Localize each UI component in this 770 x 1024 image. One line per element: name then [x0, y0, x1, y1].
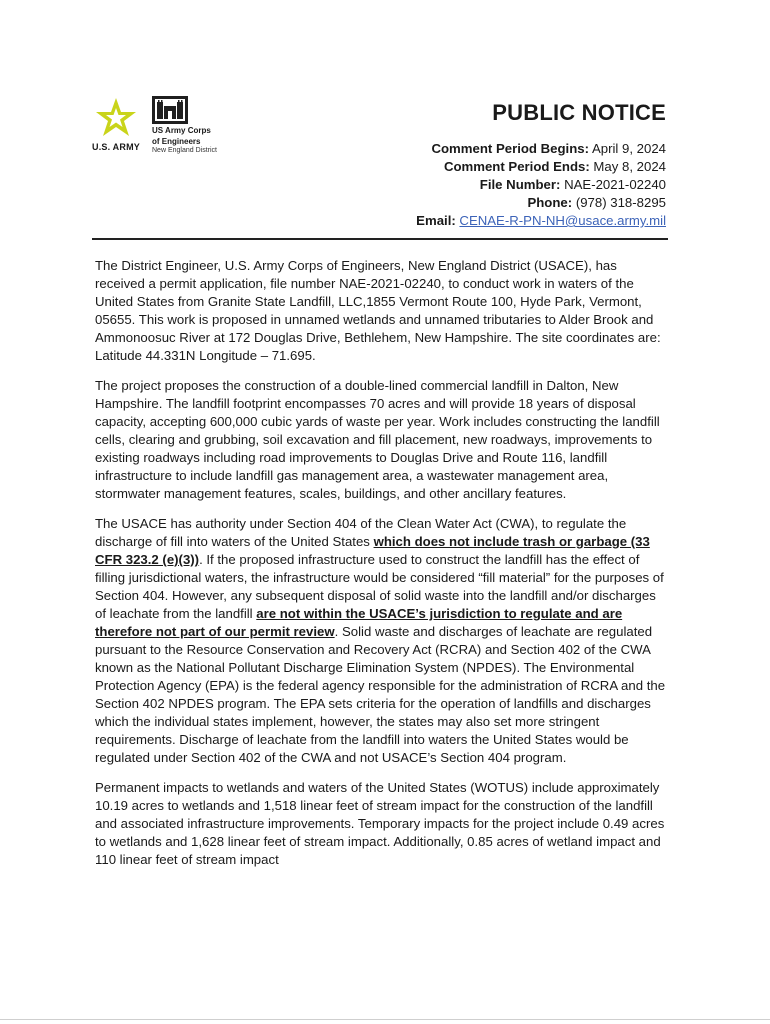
notice-body: [95, 257, 670, 881]
notice-header: [416, 100, 666, 230]
authority-emphasis-2: are not within the USACE’s jurisdiction to regulate and are therefore not part of our permit review: [95, 606, 623, 639]
army-label: U.S. ARMY: [92, 142, 140, 152]
paragraph-project: The project proposes the construction of a double-lined commercial landfill in Dalton, New Hampshire. The landfill footprint encompasses 70 acres and will provide 18 years of disposal capacity, accepting 600,000 cubic yards of waste per year. Work includes constructing the landfill cells, clearing and grubbing, soil excavation and fill placement, new roadways, improvements to existing roadways including road improvements to Douglas Drive and Route 116, landfill infrastructure to include landfill gas management area, a wastewater management area, stormwater management features, scales, buildings, and other ancillary features.: [95, 378, 660, 501]
phone-line: [416, 194, 666, 212]
paragraph-authority: [95, 515, 670, 767]
army-star-icon: [94, 96, 138, 140]
email-link[interactable]: CENAE-R-PN-NH@usace.army.mil: [459, 213, 666, 228]
comment-begins-label: Comment Period Begins:: [431, 141, 590, 156]
authority-emphasis-1: which does not include trash or garbage (33 CFR 323.2 (e)(3)): [95, 534, 650, 567]
comment-ends-label: Comment Period Ends:: [443, 159, 590, 174]
authority-text-1: The USACE has authority under Section 404 of the Clean Water Act (CWA), to regulate the discharge of fill into waters of the United States: [95, 516, 627, 549]
comment-begins-line: [416, 140, 666, 158]
comment-ends-value: May 8, 2024: [593, 159, 666, 174]
district-name: New England District: [152, 147, 217, 154]
castle-icon: [152, 96, 188, 124]
comment-ends-line: [416, 158, 666, 176]
file-number-value: NAE-2021-02240: [564, 177, 666, 192]
corps-name-line1: US Army Corps: [152, 126, 211, 135]
us-army-logo: [88, 96, 144, 152]
header-divider: [92, 238, 668, 240]
page-bottom-edge: [0, 1019, 770, 1020]
paragraph-application: The District Engineer, U.S. Army Corps of Engineers, New England District (USACE), has received a permit application, file number NAE-2021-02240, to conduct work in waters of the United States from Granite State Landfill, LLC,1855 Vermont Route 100, Hyde Park, Vermont, 05655. This work is proposed in unnamed wetlands and unnamed tributaries to Alder Brook and Ammonoosuc River at 172 Douglas Drive, Bethlehem, New Hampshire. The site coordinates are: Latitude 44.331N Longitude – 71.695.: [95, 258, 661, 363]
email-line: [416, 212, 666, 230]
authority-text-2: . If the proposed infrastructure used to construct the landfill has the effect of filling jurisdictional waters, the infrastructure would be considered “fill material” for the purposes of Section 404. However, any subsequent disposal of solid waste into the landfill and/or discharges of leachate from the landfill: [95, 552, 664, 621]
corps-name-line2: of Engineers: [152, 137, 201, 146]
file-number-label: File Number:: [479, 177, 561, 192]
file-number-line: [416, 176, 666, 194]
page-title: PUBLIC NOTICE: [492, 100, 666, 125]
paragraph-impacts: Permanent impacts to wetlands and waters of the United States (WOTUS) include approximately 10.19 acres to wetlands and 1,518 linear feet of stream impact for the construction of the landfill and associated infrastructure improvements. Temporary impacts for the project include 0.49 acres to wetlands and 1,628 linear feet of stream impact. Additionally, 0.85 acres of wetland impact and 110 linear feet of stream impact: [95, 780, 665, 867]
authority-text-3: . Solid waste and discharges of leachate are regulated pursuant to the Resource Conservation and Recovery Act (RCRA) and Section 402 of the CWA known as the National Pollutant Discharge Elimination System (NPDES). The Environmental Protection Agency (EPA) is the federal agency responsible for the administration of RCRA and the Section 402 NPDES program. The EPA sets criteria for the operation of landfills and discharges which the individual states implement, however, the states may also set more stringent requirements. Discharge of leachate from the landfill into waters the United States would be regulated under Section 402 of the CWA and not USACE’s Section 404 program.: [95, 624, 666, 765]
comment-begins-value: April 9, 2024: [591, 141, 666, 156]
phone-value: (978) 318-8295: [575, 195, 666, 210]
email-label: Email:: [416, 213, 456, 228]
usace-logo: [152, 96, 262, 155]
phone-label: Phone:: [527, 195, 573, 210]
